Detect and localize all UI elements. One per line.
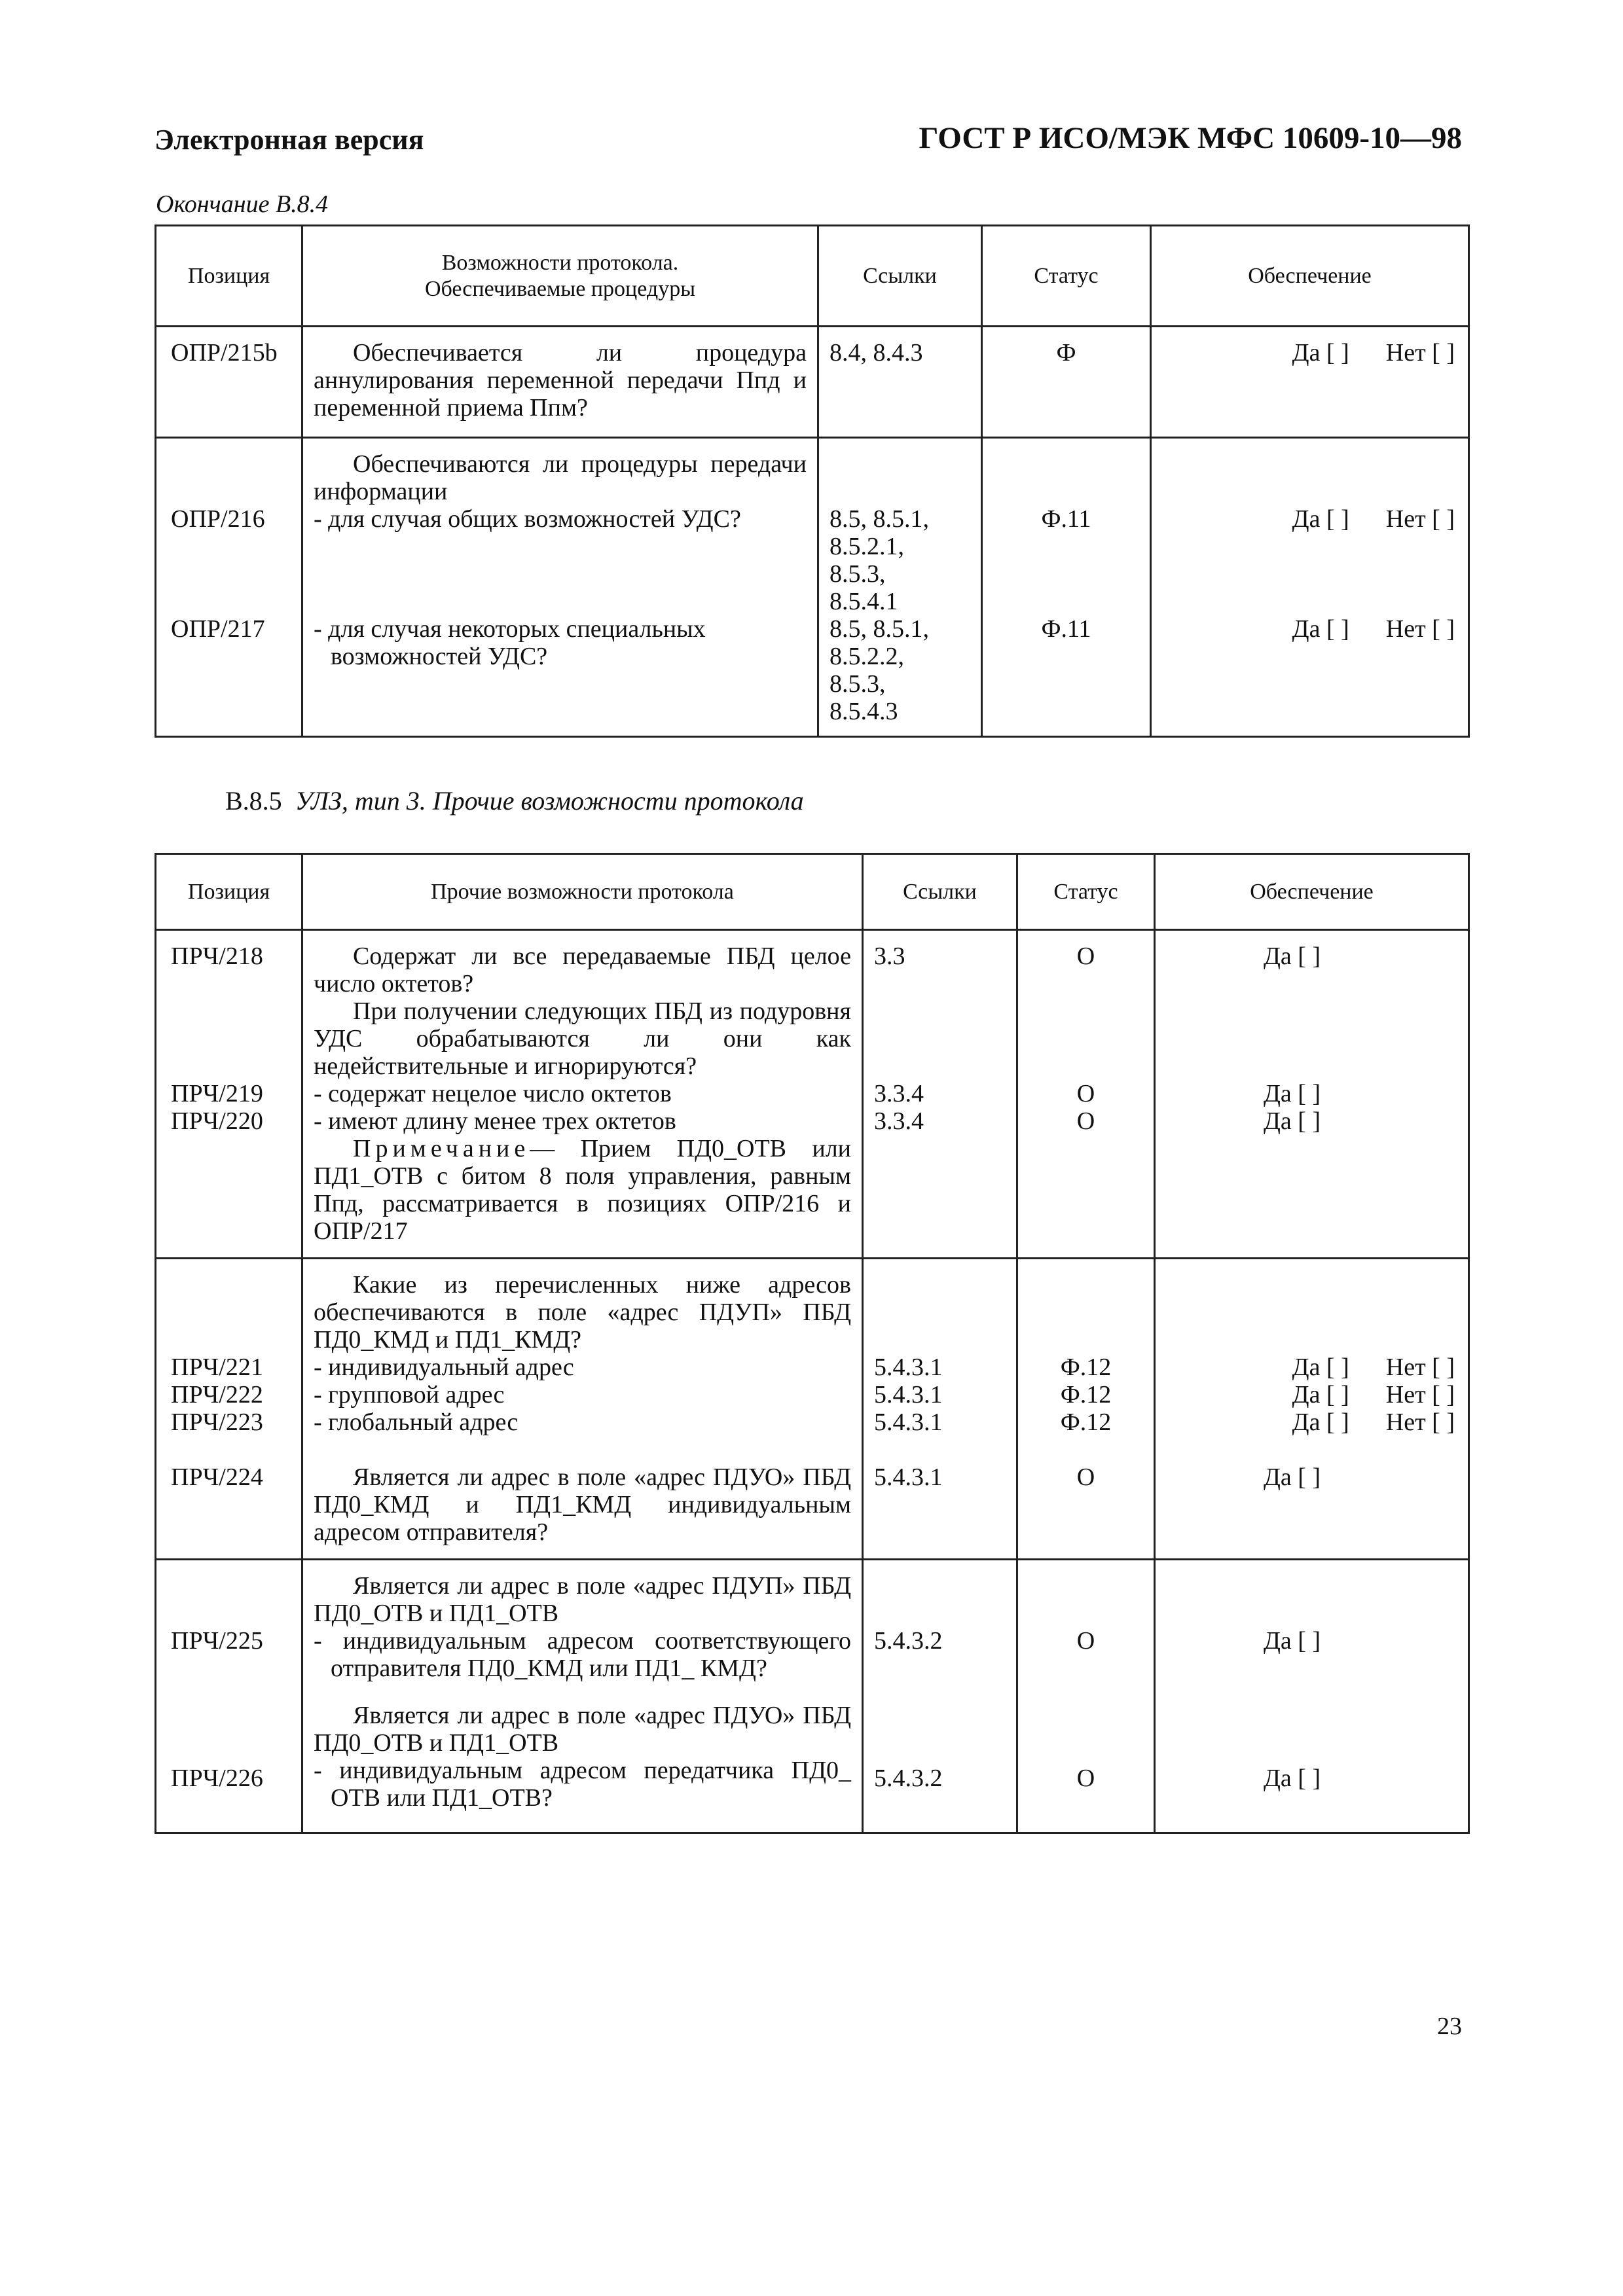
no-checkbox[interactable]: Нет [ ] [1385, 1381, 1455, 1408]
item-status: О [1076, 1463, 1095, 1491]
item-status: Ф.12 [1060, 1354, 1112, 1381]
provision-options [1152, 327, 1468, 372]
ref-cell [863, 1560, 1017, 1833]
yes-checkbox[interactable]: Да [ ] [1263, 942, 1321, 970]
item-status: Ф.12 [1060, 1381, 1112, 1408]
item-text: - для случая некоторых специальных возможностей УДС? [314, 615, 706, 670]
yes-checkbox[interactable]: Да [ ] [1292, 339, 1349, 367]
col-header-position: Позиция [156, 854, 302, 930]
item-status: О [1076, 942, 1095, 970]
status-cell [1017, 1259, 1155, 1560]
description-cell [302, 1560, 863, 1833]
item-text: - групповой адрес [314, 1381, 505, 1408]
header-left-label: Электронная версия [155, 124, 424, 156]
ref-cell [818, 327, 982, 438]
table-caption: Окончание В.8.4 [156, 190, 329, 218]
table-procedures [155, 224, 1470, 738]
table-row [156, 327, 1469, 438]
status-cell [1017, 930, 1155, 1259]
section-heading [225, 785, 804, 816]
col-header-position: Позиция [156, 226, 302, 327]
table-header-row [156, 854, 1469, 930]
group-intro: Какие из перечисленных ниже адресов обеспечиваются в поле «адрес ПДУП» ПБД ПД0_КМД и ПД1_КМД? [314, 1271, 851, 1354]
position-cell [156, 1560, 302, 1833]
item-text: Обеспечивается ли процедура аннулирования переменной передачи Ппд и переменной приема Ппм? [314, 339, 807, 422]
ref-cell [863, 930, 1017, 1259]
item-id: ПРЧ/220 [171, 1107, 263, 1135]
provision-options [1166, 942, 1457, 970]
item-ref: 3.3 [874, 942, 905, 970]
item-ref: 5.4.3.2 [874, 1765, 943, 1792]
standard-designation: ГОСТ Р ИСО/МЭК МФС 10609-10—98 [919, 121, 1462, 155]
provision-cell [1155, 1560, 1469, 1833]
position-cell [156, 1259, 302, 1560]
provision-options [1166, 1107, 1457, 1135]
status-cell [982, 327, 1151, 438]
item-text: - индивидуальный адрес [314, 1354, 574, 1381]
note-text: — Прием ПД0_ОТВ или ПД1_ОТВ с битом 8 поля управления, равным Ппд, рассматривается в позициях ОПР/216 и ОПР/217 [314, 1135, 851, 1245]
col-header-capabilities-line2: Обеспечиваемые процедуры [424, 276, 696, 301]
table-header-row [156, 226, 1469, 327]
item-status: О [1076, 1080, 1095, 1107]
item-id: ПРЧ/221 [171, 1354, 263, 1381]
item-id: ОПР/215b [171, 339, 278, 367]
provision-options [1166, 1463, 1457, 1491]
col-header-status: Статус [1017, 854, 1155, 930]
col-header-capabilities: Прочие возможности протокола [302, 854, 863, 930]
item-ref: 5.4.3.1 [874, 1354, 943, 1381]
description-cell [302, 1259, 863, 1560]
provision-options [1162, 505, 1457, 533]
group-intro: Является ли адрес в поле «адрес ПДУО» ПБД ПД0_ОТВ и ПД1_ОТВ [314, 1702, 851, 1757]
section-number: В.8.5 [225, 786, 282, 816]
page-number: 23 [1437, 2013, 1462, 2040]
ref-cell [818, 438, 982, 737]
item-status: Ф [1056, 339, 1076, 367]
no-checkbox[interactable]: Нет [ ] [1385, 1408, 1455, 1436]
item-text: - для случая общих возможностей УДС? [314, 505, 741, 533]
provision-cell [1151, 327, 1469, 438]
group-intro: При получении следующих ПБД из подуровня УДС обрабатываются ли они как недействительные и игнорируются? [314, 997, 851, 1080]
no-checkbox[interactable]: Нет [ ] [1385, 615, 1455, 643]
provision-options [1166, 1354, 1457, 1381]
item-id: ПРЧ/219 [171, 1080, 263, 1107]
item-id: ОПР/217 [171, 615, 265, 643]
item-ref: 8.5.4.1 [830, 588, 898, 615]
table-other-capabilities [155, 853, 1470, 1834]
yes-checkbox[interactable]: Да [ ] [1292, 505, 1349, 533]
item-ref: 8.5.2.1, [830, 533, 904, 560]
col-header-refs: Ссылки [863, 854, 1017, 930]
yes-checkbox[interactable]: Да [ ] [1292, 1354, 1349, 1381]
item-id: ПРЧ/226 [171, 1765, 263, 1792]
yes-checkbox[interactable]: Да [ ] [1263, 1107, 1321, 1135]
item-ref: 5.4.3.1 [874, 1381, 943, 1408]
item-ref: 8.5.3, [830, 560, 886, 588]
item-status: О [1076, 1765, 1095, 1792]
provision-cell [1155, 930, 1469, 1259]
no-checkbox[interactable]: Нет [ ] [1385, 1354, 1455, 1381]
col-header-provision: Обеспечение [1151, 226, 1469, 327]
item-id: ПРЧ/223 [171, 1408, 263, 1436]
provision-options [1166, 1765, 1457, 1792]
table-row [156, 1259, 1469, 1560]
section-title: УЛЗ, тип 3. Прочие возможности протокола [295, 786, 804, 816]
item-id: ПРЧ/222 [171, 1381, 263, 1408]
no-checkbox[interactable]: Нет [ ] [1385, 339, 1455, 367]
table-row [156, 438, 1469, 737]
table-row [156, 930, 1469, 1259]
item-status: Ф.12 [1060, 1408, 1112, 1436]
item-status: Ф.11 [1041, 505, 1091, 533]
provision-options [1166, 1408, 1457, 1436]
yes-checkbox[interactable]: Да [ ] [1292, 1408, 1349, 1436]
item-text: - имеют длину менее трех октетов [314, 1107, 676, 1135]
note-label: Примечание [353, 1135, 530, 1162]
item-id: ПРЧ/225 [171, 1627, 263, 1655]
item-ref: 8.5, 8.5.1, [830, 505, 929, 533]
provision-options [1162, 615, 1457, 643]
item-text: Содержат ли все передаваемые ПБД целое число октетов? [314, 942, 851, 997]
item-text: - содержат нецелое число октетов [314, 1080, 672, 1107]
item-ref: 8.5, 8.5.1, [830, 615, 929, 643]
item-ref: 8.5.3, [830, 670, 886, 698]
item-ref: 5.4.3.1 [874, 1408, 943, 1436]
item-status: О [1076, 1107, 1095, 1135]
item-ref: 8.5.2.2, [830, 643, 904, 670]
item-ref: 3.3.4 [874, 1080, 924, 1107]
col-header-capabilities [302, 226, 818, 327]
col-header-refs: Ссылки [818, 226, 982, 327]
item-ref: 3.3.4 [874, 1107, 924, 1135]
item-text: - индивидуальным адресом соответствующего отправителя ПД0_КМД или ПД1_ КМД? [314, 1627, 851, 1682]
position-cell [156, 327, 302, 438]
item-status: Ф.11 [1041, 615, 1091, 643]
description-cell [302, 327, 818, 438]
item-id: ПРЧ/218 [171, 942, 263, 970]
col-header-provision: Обеспечение [1155, 854, 1469, 930]
provision-cell [1155, 1259, 1469, 1560]
item-id: ОПР/216 [171, 505, 265, 533]
yes-checkbox[interactable]: Да [ ] [1263, 1765, 1321, 1792]
item-text: - глобальный адрес [314, 1408, 519, 1436]
provision-options [1166, 1080, 1457, 1107]
note [314, 1135, 851, 1245]
item-status: О [1076, 1627, 1095, 1655]
yes-checkbox[interactable]: Да [ ] [1292, 615, 1349, 643]
group-intro: Обеспечиваются ли процедуры передачи информации [314, 450, 807, 505]
item-id: ПРЧ/224 [171, 1463, 263, 1491]
provision-options [1166, 1627, 1457, 1655]
status-cell [1017, 1560, 1155, 1833]
item-text: Является ли адрес в поле «адрес ПДУО» ПБД ПД0_КМД и ПД1_КМД индивидуальным адресом отправителя? [314, 1463, 851, 1546]
yes-checkbox[interactable]: Да [ ] [1263, 1627, 1321, 1655]
item-ref: 5.4.3.1 [874, 1463, 943, 1491]
yes-checkbox[interactable]: Да [ ] [1263, 1463, 1321, 1491]
col-header-status: Статус [982, 226, 1151, 327]
item-ref: 5.4.3.2 [874, 1627, 943, 1655]
yes-checkbox[interactable]: Да [ ] [1263, 1080, 1321, 1107]
no-checkbox[interactable]: Нет [ ] [1385, 505, 1455, 533]
description-cell [302, 930, 863, 1259]
item-ref: 8.4, 8.4.3 [830, 339, 923, 367]
col-header-capabilities-line1: Возможности протокола. [441, 250, 679, 275]
description-cell [302, 438, 818, 737]
position-cell [156, 930, 302, 1259]
provision-options [1166, 1381, 1457, 1408]
position-cell [156, 438, 302, 737]
ref-cell [863, 1259, 1017, 1560]
group-intro: Является ли адрес в поле «адрес ПДУП» ПБД ПД0_ОТВ и ПД1_ОТВ [314, 1572, 851, 1627]
item-text: - индивидуальным адресом передатчика ПД0_ ОТВ или ПД1_ОТВ? [314, 1757, 851, 1812]
status-cell [982, 438, 1151, 737]
item-ref: 8.5.4.3 [830, 698, 898, 725]
table-row [156, 1560, 1469, 1833]
provision-cell [1151, 438, 1469, 737]
yes-checkbox[interactable]: Да [ ] [1292, 1381, 1349, 1408]
